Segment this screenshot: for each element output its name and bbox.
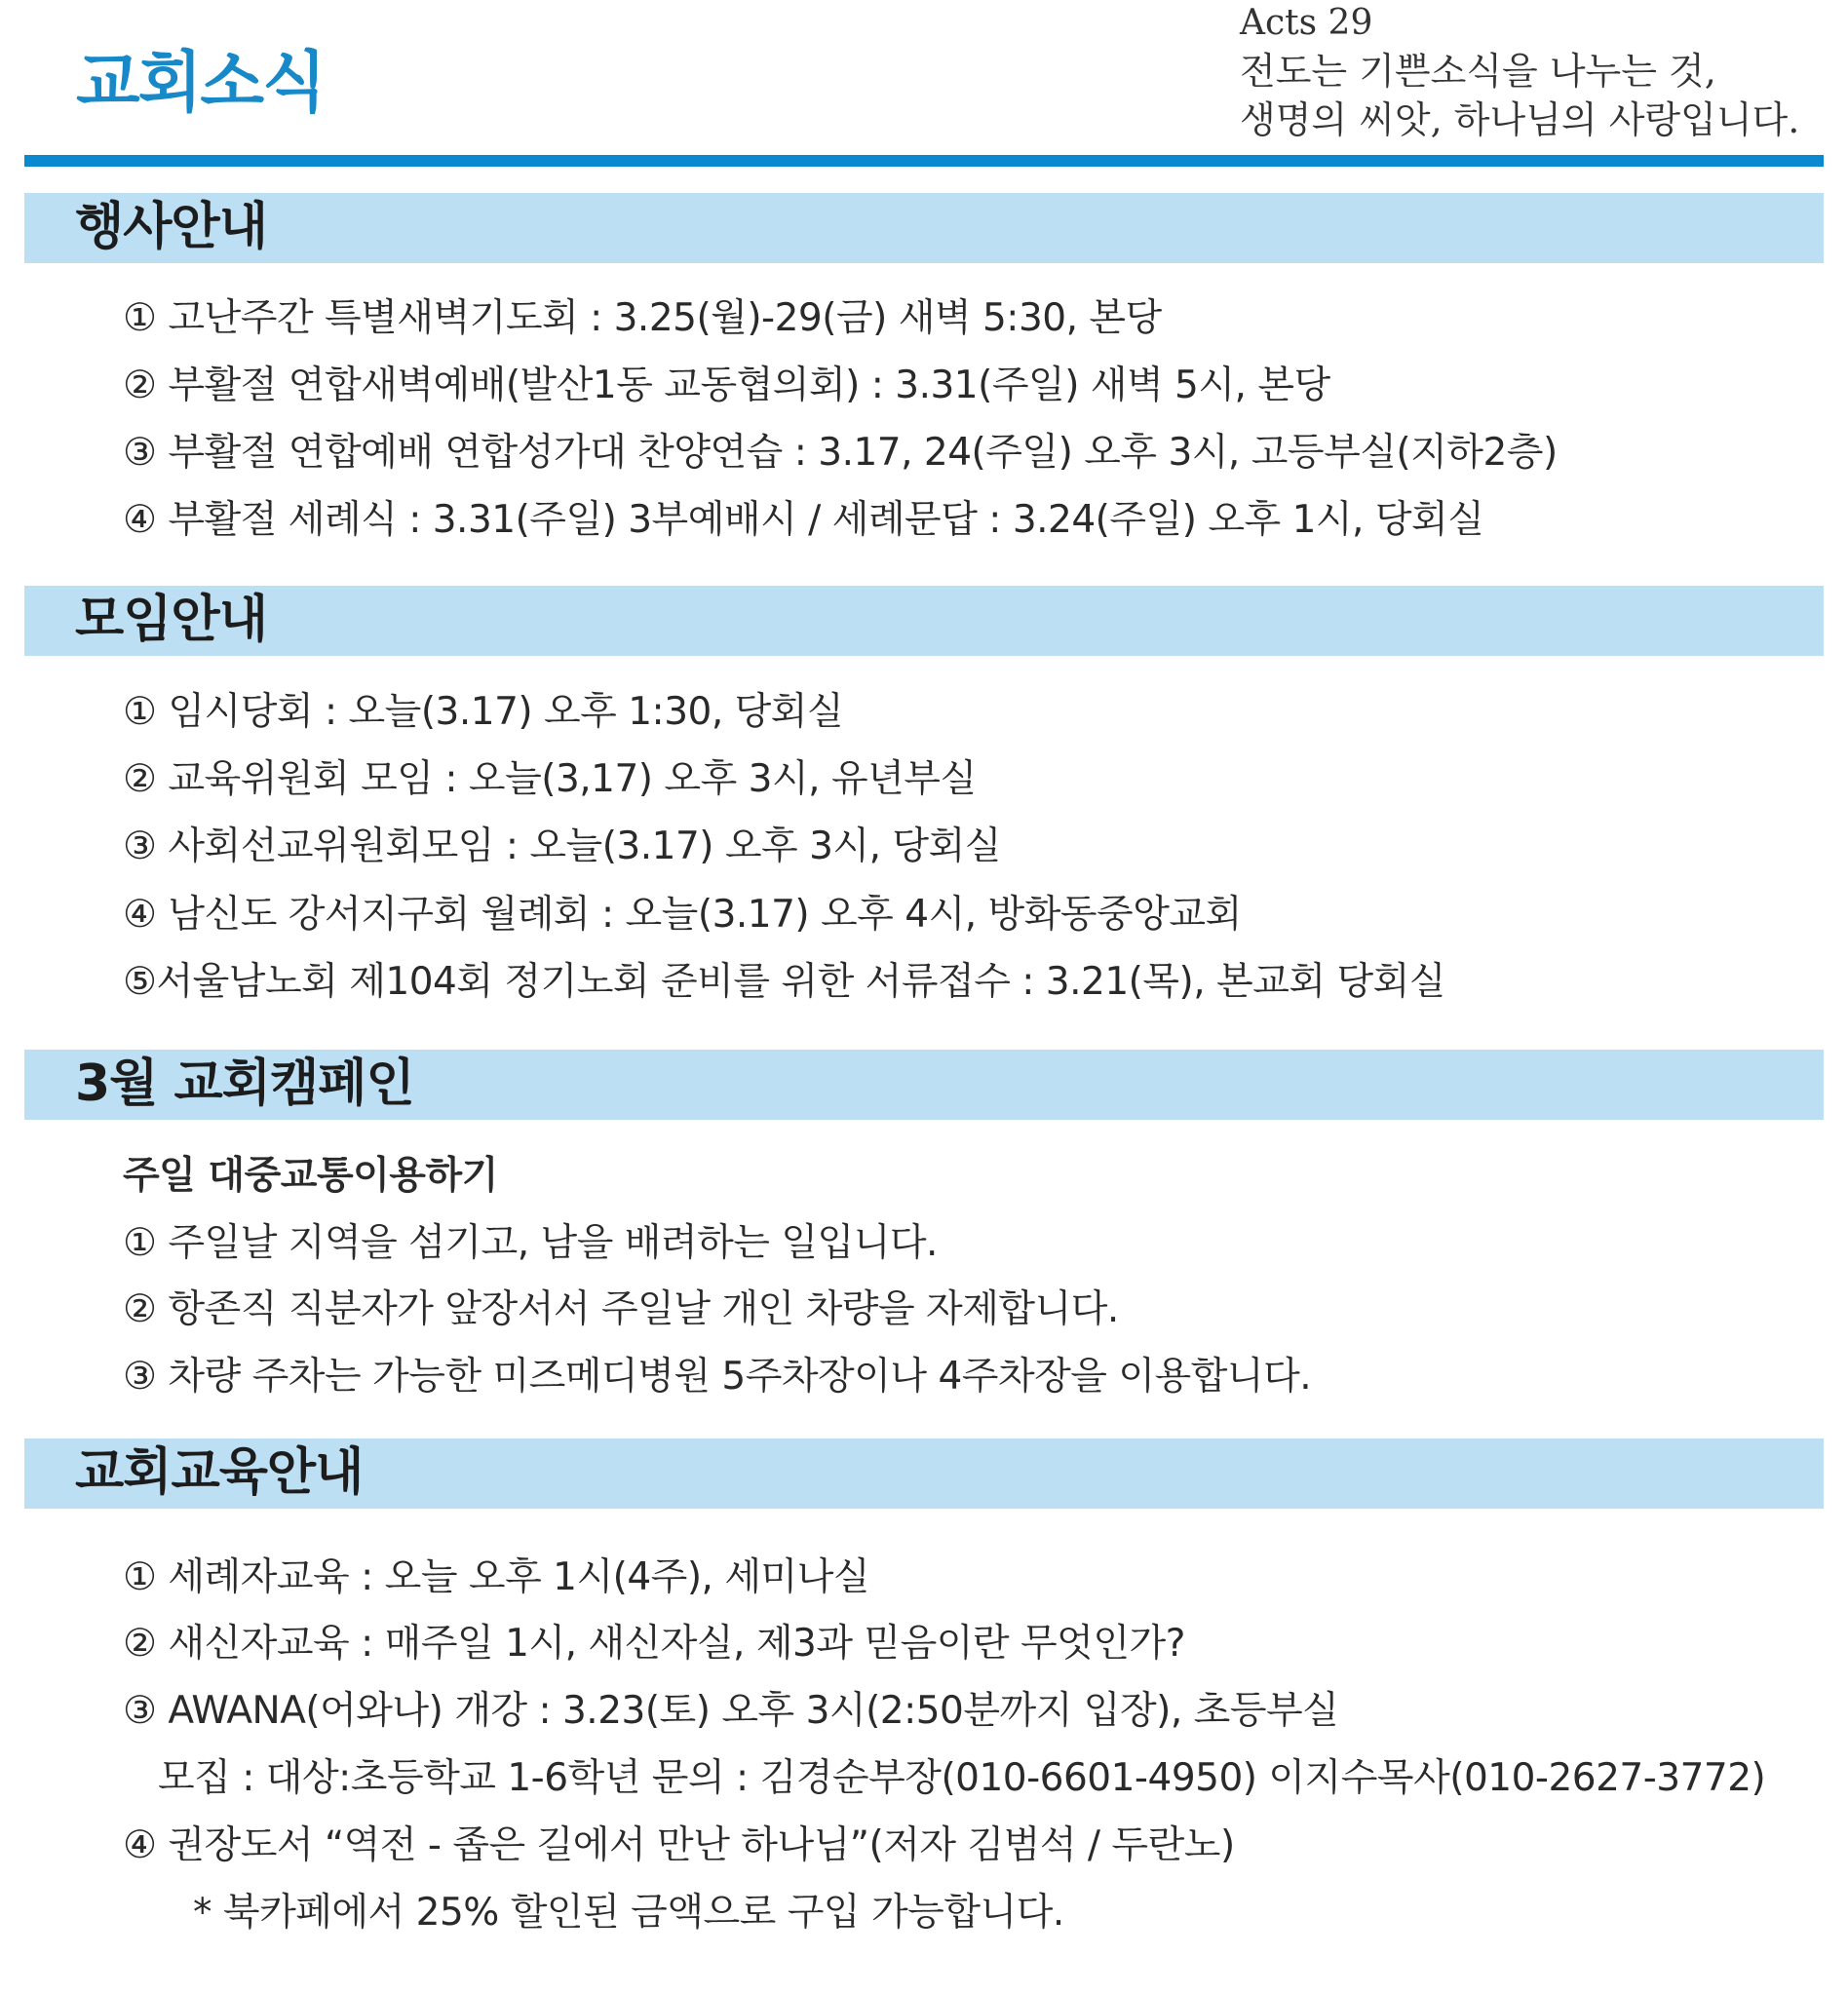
section-header-meetings <box>24 586 1824 656</box>
section-header-education <box>24 1438 1824 1509</box>
header-quote <box>1240 3 1800 141</box>
list-item: ③ 부활절 연합예배 연합성가대 찬양연습 : 3.17, 24(주일) 오후 3시, 고등부실(지하2층) <box>123 431 1558 475</box>
section-title: 교회교육안내 <box>75 1443 364 1502</box>
list-item: ④ 부활절 세례식 : 3.31(주일) 3부예배시 / 세례문답 : 3.24(주일) 오후 1시, 당회실 <box>123 498 1484 542</box>
list-item: ③ AWANA(어와나) 개강 : 3.23(토) 오후 3시(2:50분까지 입장), 초등부실 <box>123 1689 1339 1733</box>
list-item: ④ 권장도서 “역전 - 좁은 길에서 만난 하나님”(저자 김범석 / 두란노) <box>123 1823 1235 1867</box>
list-item: ② 새신자교육 : 매주일 1시, 새신자실, 제3과 믿음이란 무엇인가? <box>123 1622 1185 1666</box>
section-header-campaign <box>24 1050 1824 1120</box>
list-item: ② 교육위원회 모임 : 오늘(3,17) 오후 3시, 유년부실 <box>123 757 977 801</box>
list-item: 모집 : 대상:초등학교 1-6학년 문의 : 김경순부장(010-6601-4950) 이지수목사(010-2627-3772) <box>158 1756 1766 1800</box>
campaign-subheading: 주일 대중교통이용하기 <box>123 1154 498 1198</box>
list-item: ① 주일날 지역을 섬기고, 남을 배려하는 일입니다. <box>123 1221 938 1265</box>
list-item: ② 부활절 연합새벽예배(발산1동 교동협의회) : 3.31(주일) 새벽 5시, 본당 <box>123 364 1330 407</box>
section-header-events <box>24 193 1824 263</box>
list-item: ① 고난주간 특별새벽기도회 : 3.25(월)-29(금) 새벽 5:30, 본당 <box>123 296 1162 340</box>
list-item: ② 항존직 직분자가 앞장서서 주일날 개인 차량을 자제합니다. <box>123 1287 1119 1331</box>
header-divider <box>24 155 1824 167</box>
list-item: ⑤서울남노회 제104회 정기노회 준비를 위한 서류접수 : 3.21(목), 본교회 당회실 <box>123 960 1445 1004</box>
list-item: ④ 남신도 강서지구회 월례회 : 오늘(3.17) 오후 4시, 방화동중앙교회 <box>123 893 1242 937</box>
list-item: ① 세례자교육 : 오늘 오후 1시(4주), 세미나실 <box>123 1555 870 1599</box>
quote-line-2: 생명의 씨앗, 하나님의 사랑입니다. <box>1240 98 1800 141</box>
list-item: ③ 사회선교위원회모임 : 오늘(3.17) 오후 3시, 당회실 <box>123 824 1001 868</box>
list-item-note: * 북카페에서 25% 할인된 금액으로 구입 가능합니다. <box>193 1891 1064 1935</box>
section-title: 3월 교회캠페인 <box>75 1055 414 1113</box>
list-item: ① 임시당회 : 오늘(3.17) 오후 1:30, 당회실 <box>123 690 844 734</box>
section-title: 행사안내 <box>75 198 267 256</box>
section-title: 모임안내 <box>75 591 267 649</box>
list-item: ③ 차량 주차는 가능한 미즈메디병원 5주차장이나 4주차장을 이용합니다. <box>123 1355 1312 1399</box>
quote-source: Acts 29 <box>1240 3 1373 43</box>
page-title: 교회소식 <box>76 45 325 122</box>
quote-line-1: 전도는 기쁜소식을 나누는 것, <box>1240 50 1716 93</box>
